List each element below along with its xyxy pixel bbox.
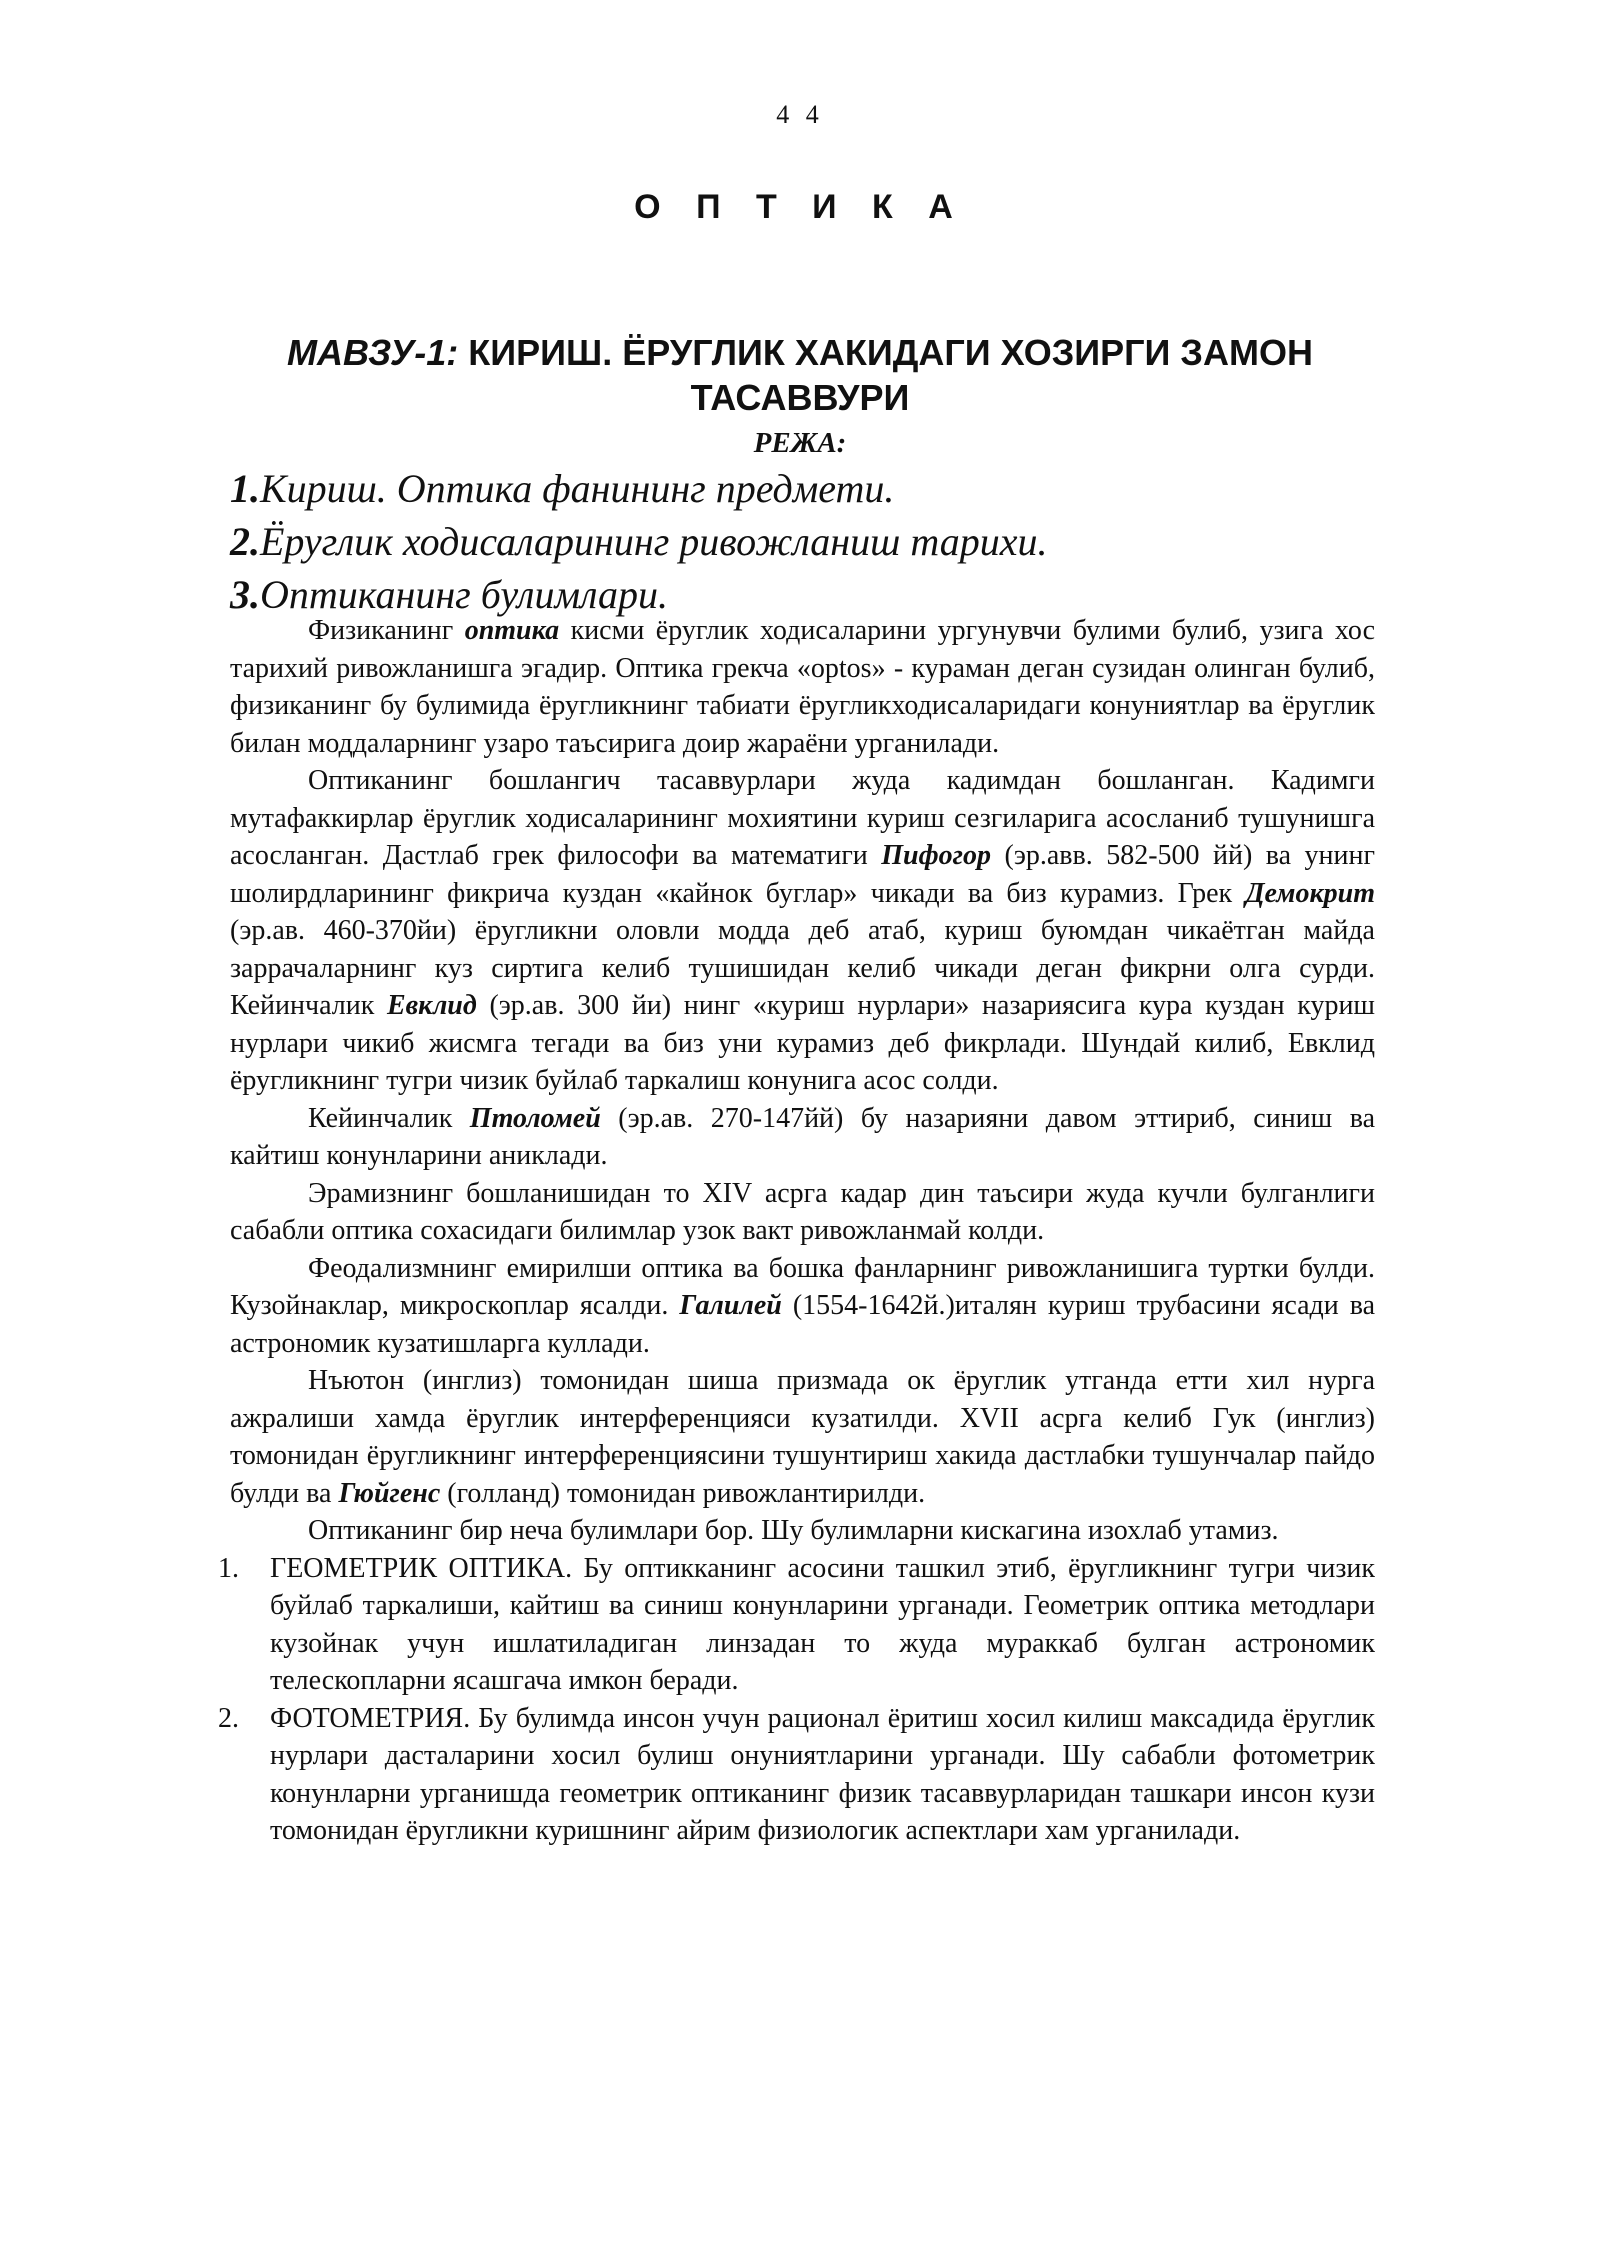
- plan-item-number: 3.: [230, 572, 260, 617]
- paragraph-ptolemy: [230, 1100, 1375, 1175]
- emphasis-name: Галилей: [679, 1290, 782, 1321]
- topic-heading: [200, 330, 1400, 420]
- plan-item: [230, 515, 1430, 568]
- paragraph-middle-ages: [230, 1175, 1375, 1250]
- list-item: [218, 1550, 1375, 1700]
- plan-item: [230, 462, 1430, 515]
- sections-list: [218, 1550, 1375, 1850]
- page-title: О П Т И К А: [634, 188, 966, 226]
- list-item-number: 1.: [218, 1552, 239, 1584]
- text-run: (эр.ав. 300 йи) нинг «куриш нурлари» назариясига кура куздан куриш нурлари чикиб жисмга тегади ва биз уни курамиз деб фикрлади. Шундай килиб, Евклид ёругликнинг тугри чизик буйлаб таркалиш конунига асос солди.: [230, 990, 1375, 1096]
- list-item: [218, 1700, 1375, 1850]
- text-run: Физиканинг: [308, 615, 465, 646]
- text-run: Нъютон (инглиз) томонидан шиша призмада ок ёруглик утганда етти хил нурга ажралиши хамда ёруглик интерференцияси кузатилди. XVII асрга келиб Гук (инглиз) томонидан ёругликнинг интерференциясини тушунтириш хакида дастлабки тушунчалар пайдо булди ва: [230, 1365, 1375, 1509]
- text-run: Оптиканинг бир неча булимлари бор. Шу булимларни кискагина изохлаб утамиз.: [308, 1515, 1279, 1546]
- text-run: (эр.авв. 582-500 йй) ва унинг шолирдларининг фикрича куздан «кайнок буглар» чикади ва биз курамиз. Грек: [230, 840, 1375, 909]
- topic-tag: МАВЗУ-1:: [287, 332, 459, 373]
- plan-list: [230, 462, 1430, 621]
- text-run: Феодализмнинг емирилши оптика ва бошка фанларнинг ривожланишига туртки булди. Кузойнаклар, микроскоплар ясалди.: [230, 1252, 1375, 1321]
- plan-item-text: Кириш. Оптика фанининг предмети.: [260, 466, 895, 511]
- text-run: (эр.ав. 270-147йй) бу назарияни давом эттириб, синиш ва кайтиш конунларини аниклади.: [230, 1102, 1375, 1171]
- emphasis-term: оптика: [464, 615, 560, 646]
- emphasis-name: Птоломей: [469, 1102, 601, 1134]
- emphasis-name: Пифогор: [881, 840, 992, 871]
- plan-heading: РЕЖА:: [753, 427, 847, 459]
- paragraph-history-ancient: [230, 762, 1375, 1100]
- text-run: кисми ёруглик ходисаларини ургунувчи булими булиб, узига хос тарихий ривожланишга эгадир. Оптика грекча «optos» - кураман деган сузидан олинган булиб, физиканинг бу булимида ёругликнинг табиати ёругликходисаларидаги конуниятлар ва ёруглик билан моддаларнинг узаро таъсирига доир жараёни урганилади.: [230, 615, 1375, 759]
- emphasis-name: Евклид: [387, 990, 477, 1021]
- text-run: Кейинчалик: [308, 1102, 470, 1134]
- plan-item-text: Ёруглик ходисаларининг ривожланиш тарихи.: [260, 519, 1048, 564]
- body-text: [218, 612, 1376, 1850]
- paragraph-branches-intro: [230, 1512, 1375, 1550]
- text-run: (голланд) томонидан ривожлантирилди.: [440, 1477, 926, 1509]
- topic-text: КИРИШ. ЁРУГЛИК ХАКИДАГИ ХОЗИРГИ ЗАМОН ТАСАВВУРИ: [468, 332, 1313, 418]
- list-item-text: ФОТОМЕТРИЯ. Бу булимда инсон учун рационал ёритиш хосил килиш максадида ёруглик нурлари дасталарини хосил булиш онуниятларини урганади. Шу сабабли фотометрик конунларни урганишда геометрик оптиканинг физик тасаввурларидан ташкари инсон кузи томонидан ёругликни куришнинг айрим физиологик аспектлари хам урганилади.: [270, 1702, 1375, 1846]
- paragraph-feudalism: [230, 1250, 1375, 1363]
- emphasis-name: Гюйгенс: [338, 1477, 441, 1509]
- text-run: Эрамизнинг бошланишидан то XIV асрга кадар дин таъсири жуда кучли булганлиги сабабли оптика сохасидаги билимлар узок вакт ривожланмай колди.: [230, 1177, 1375, 1246]
- plan-item-text: Оптиканинг булимлари.: [260, 572, 668, 617]
- text-run: (1554-1642й.)италян куриш трубасини ясади ва астрономик кузатишларга куллади.: [230, 1290, 1376, 1359]
- text-run: (эр.ав. 460-370йи) ёругликни оловли модда деб атаб, куриш буюмдан чикаётган майда заррачаларнинг куз сиртига келиб тушишидан келиб чикади деган фикрни олга сурди. Кейинчалик: [230, 915, 1375, 1021]
- plan-item-number: 2.: [230, 519, 260, 564]
- list-item-number: 2.: [218, 1702, 239, 1734]
- page-number: 4 4: [776, 100, 824, 129]
- list-item-text: ГЕОМЕТРИК ОПТИКА. Бу оптикканинг асосини ташкил этиб, ёругликнинг тугри чизик буйлаб таркалиши, кайтиш ва синиш конунларини урганади. Геометрик оптика методлари кузойнак учун ишлатиладиган линзадан то жуда мураккаб булган астрономик телескопларни ясашгача имкон беради.: [270, 1552, 1375, 1696]
- emphasis-name: Демокрит: [1245, 877, 1375, 909]
- text-run: Оптиканинг бошлангич тасаввурлари жуда кадимдан бошланган. Кадимги мутафаккирлар ёруглик ходисаларининг мохиятини куриш сезгиларига асосланиб тушунишга асосланган. Дастлаб грек философи ва математиги: [230, 765, 1375, 871]
- paragraph-newton: [230, 1362, 1375, 1512]
- plan-item-number: 1.: [230, 466, 260, 511]
- paragraph-intro: [230, 612, 1375, 762]
